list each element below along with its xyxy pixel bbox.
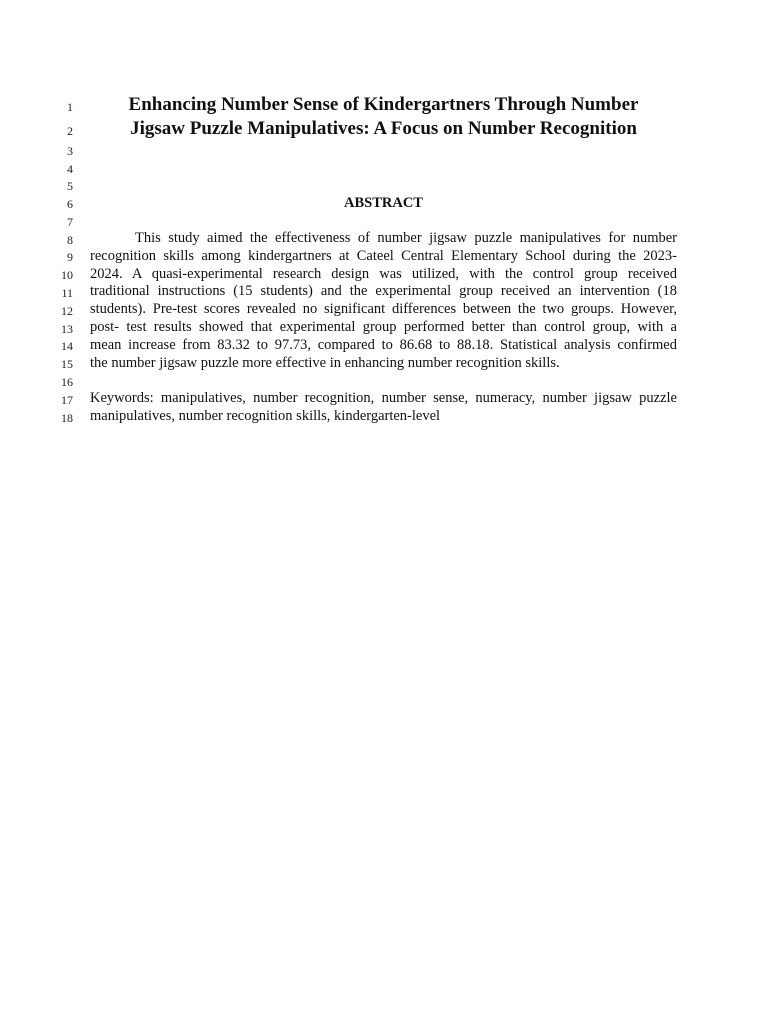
abstract-line: 2024. A quasi-experimental research design was utilized, with the control group received — [90, 265, 677, 282]
abstract-body — [90, 230, 677, 372]
line-number: 11 — [61, 286, 73, 300]
abstract-heading: ABSTRACT — [344, 195, 423, 211]
line-number: 12 — [61, 304, 73, 318]
line-number: 16 — [61, 375, 73, 389]
abstract-line: recognition skills among kindergartners at Cateel Central Elementary School during the 2023- — [90, 247, 677, 264]
line-number: 18 — [61, 411, 73, 425]
title-line-1: Enhancing Number Sense of Kindergartners Through Number — [128, 94, 639, 115]
line-number: 7 — [67, 215, 73, 229]
line-number: 13 — [61, 322, 73, 336]
abstract-line: mean increase from 83.32 to 97.73, compared to 86.68 to 88.18. Statistical analysis confirmed — [90, 336, 677, 353]
line-number-gutter — [0, 0, 80, 1024]
abstract-line: traditional instructions (15 students) and the experimental group received an intervention (18 — [90, 283, 677, 300]
keywords-line-2: manipulatives, number recognition skills, kindergarten-level — [90, 407, 441, 424]
line-number: 6 — [67, 197, 73, 211]
keywords-section — [90, 390, 677, 426]
line-number: 5 — [67, 179, 73, 193]
line-number: 10 — [61, 268, 73, 282]
abstract-line: post- test results showed that experimental group performed better than control group, with a — [90, 318, 677, 335]
title-line-2: Jigsaw Puzzle Manipulatives: A Focus on Number Recognition — [130, 118, 637, 139]
line-number: 4 — [67, 162, 73, 176]
line-number: 2 — [67, 124, 73, 138]
line-number: 8 — [67, 233, 73, 247]
abstract-line: the number jigsaw puzzle more effective in enhancing number recognition skills. — [90, 354, 560, 371]
line-number: 14 — [61, 339, 73, 353]
line-number: 17 — [61, 393, 73, 407]
paper-title — [90, 93, 677, 141]
line-number: 1 — [67, 100, 73, 114]
line-number: 3 — [67, 144, 73, 158]
line-number: 15 — [61, 357, 73, 371]
keywords-line-1: Keywords: manipulatives, number recognition, number sense, numeracy, number jigsaw puzzle — [90, 390, 677, 406]
abstract-line: students). Pre-test scores revealed no significant differences between the two groups. However, — [90, 301, 677, 318]
abstract-line: This study aimed the effectiveness of number jigsaw puzzle manipulatives for number — [135, 230, 677, 246]
line-number: 9 — [67, 250, 73, 264]
